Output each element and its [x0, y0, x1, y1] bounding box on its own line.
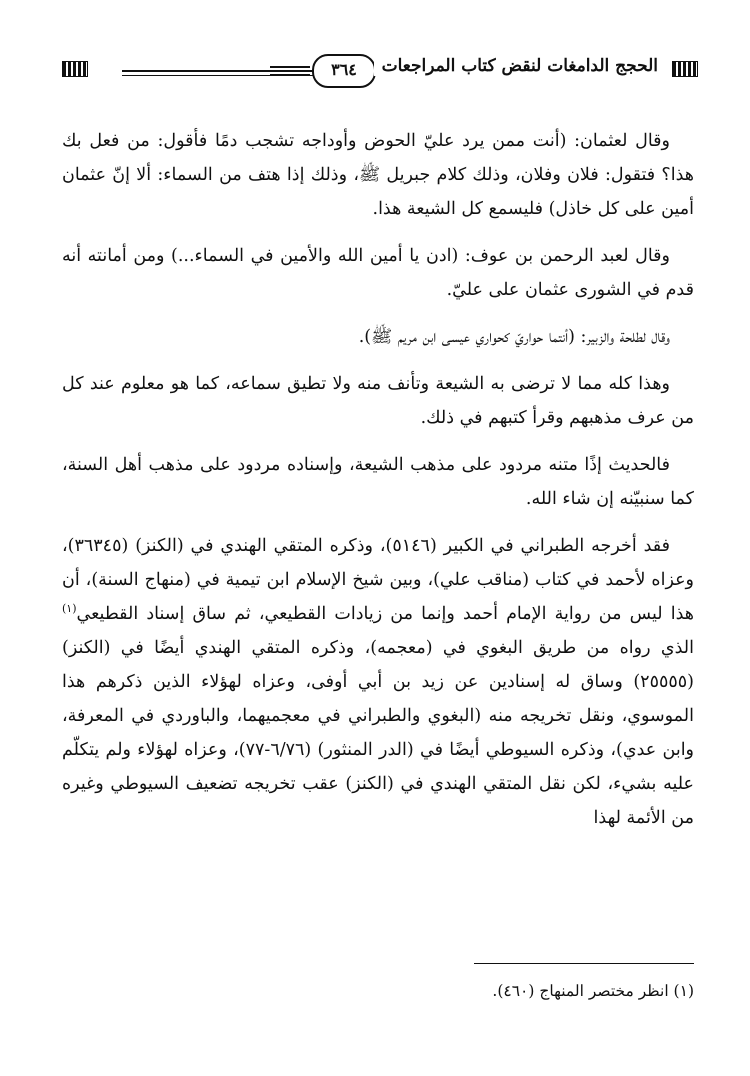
- page-number-ornament-left: [270, 66, 310, 75]
- page-body: [62, 124, 694, 848]
- header-ornament-left: [62, 61, 88, 77]
- paragraph-5: فالحديث إذًا متنه مردود على مذهب الشيعة، وإسناده مردود على مذهب أهل السنة، كما سنبيّنه إن شاء الله.: [62, 455, 694, 509]
- footnote-1: (١) انظر مختصر المنهاج (٤٦٠).: [492, 982, 694, 1000]
- running-header: [62, 52, 698, 92]
- paragraph-6: [62, 529, 694, 835]
- paragraph-6-part-1: فقد أخرجه الطبراني في الكبير (٥١٤٦)، وذكره المتقي الهندي في (الكنز) (٣٦٣٤٥)، وعزاه لأحمد في كتاب (مناقب علي)، وبين شيخ الإسلام ابن تيمية في (منهاج السنة)، أن هذا ليس من رواية الإمام أحمد وإنما من زيادات القطيعي، ثم ساق إسناد القطيعي: [62, 536, 694, 624]
- paragraph-1: وقال لعثمان: (أنت ممن يرد عليّ الحوض وأوداجه تشجب دمًا فأقول: من فعل بك هذا؟ فتقول: فلان وفلان، وذلك كلام جبريل ﷺ، وذلك إذا هتف من السماء: ألا إنّ عثمان أمين على كل خاذل) فليسمع كل الشيعة هذا.: [62, 131, 694, 219]
- header-ornament-right: [672, 61, 698, 77]
- paragraph-6-part-2: الذي رواه من طريق البغوي في (معجمه)، وذكره المتقي الهندي أيضًا في (الكنز) (٢٥٥٥٥) وساق له إسنادين عن زيد بن أبي أوفى، وعزاه لهؤلاء الذين ذكرهم هذا الموسوي، ونقل تخريجه منه (البغوي والطبراني في معجميهما، والباوردي في المعرفة، وابن عدي)، وذكره السيوطي أيضًا في (الدر المنثور) (٦/٧٦-٧٧)، وعزاه لهؤلاء ولم يتكلّم عليه بشيء، لكن نقل المتقي الهندي في (الكنز) عقب تخريجه تضعيف السيوطي وغيره من الأئمة لهذا: [62, 638, 695, 828]
- paragraph-4: وهذا كله مما لا ترضى به الشيعة وتأنف منه ولا تطيق سماعه، كما هو معلوم عند كل من عرف مذهبهم وقرأ كتبهم في ذلك.: [62, 374, 694, 428]
- page-number: ٣٦٤: [312, 54, 376, 88]
- book-title: الحجج الدامغات لنقض كتاب المراجعات: [374, 56, 666, 76]
- footnote-reference[interactable]: (١): [62, 602, 77, 616]
- paragraph-2: وقال لعبد الرحمن بن عوف: (ادن يا أمين الله والأمين في السماء...) ومن أمانته أنه قدم في الشورى عثمان على عليّ.: [62, 246, 694, 300]
- footnote-separator: [474, 963, 694, 964]
- paragraph-3: وقال لطلحة والزبير: (أنتما حواريّ كحواري عيسى ابن مريم ﷺ).: [358, 327, 670, 347]
